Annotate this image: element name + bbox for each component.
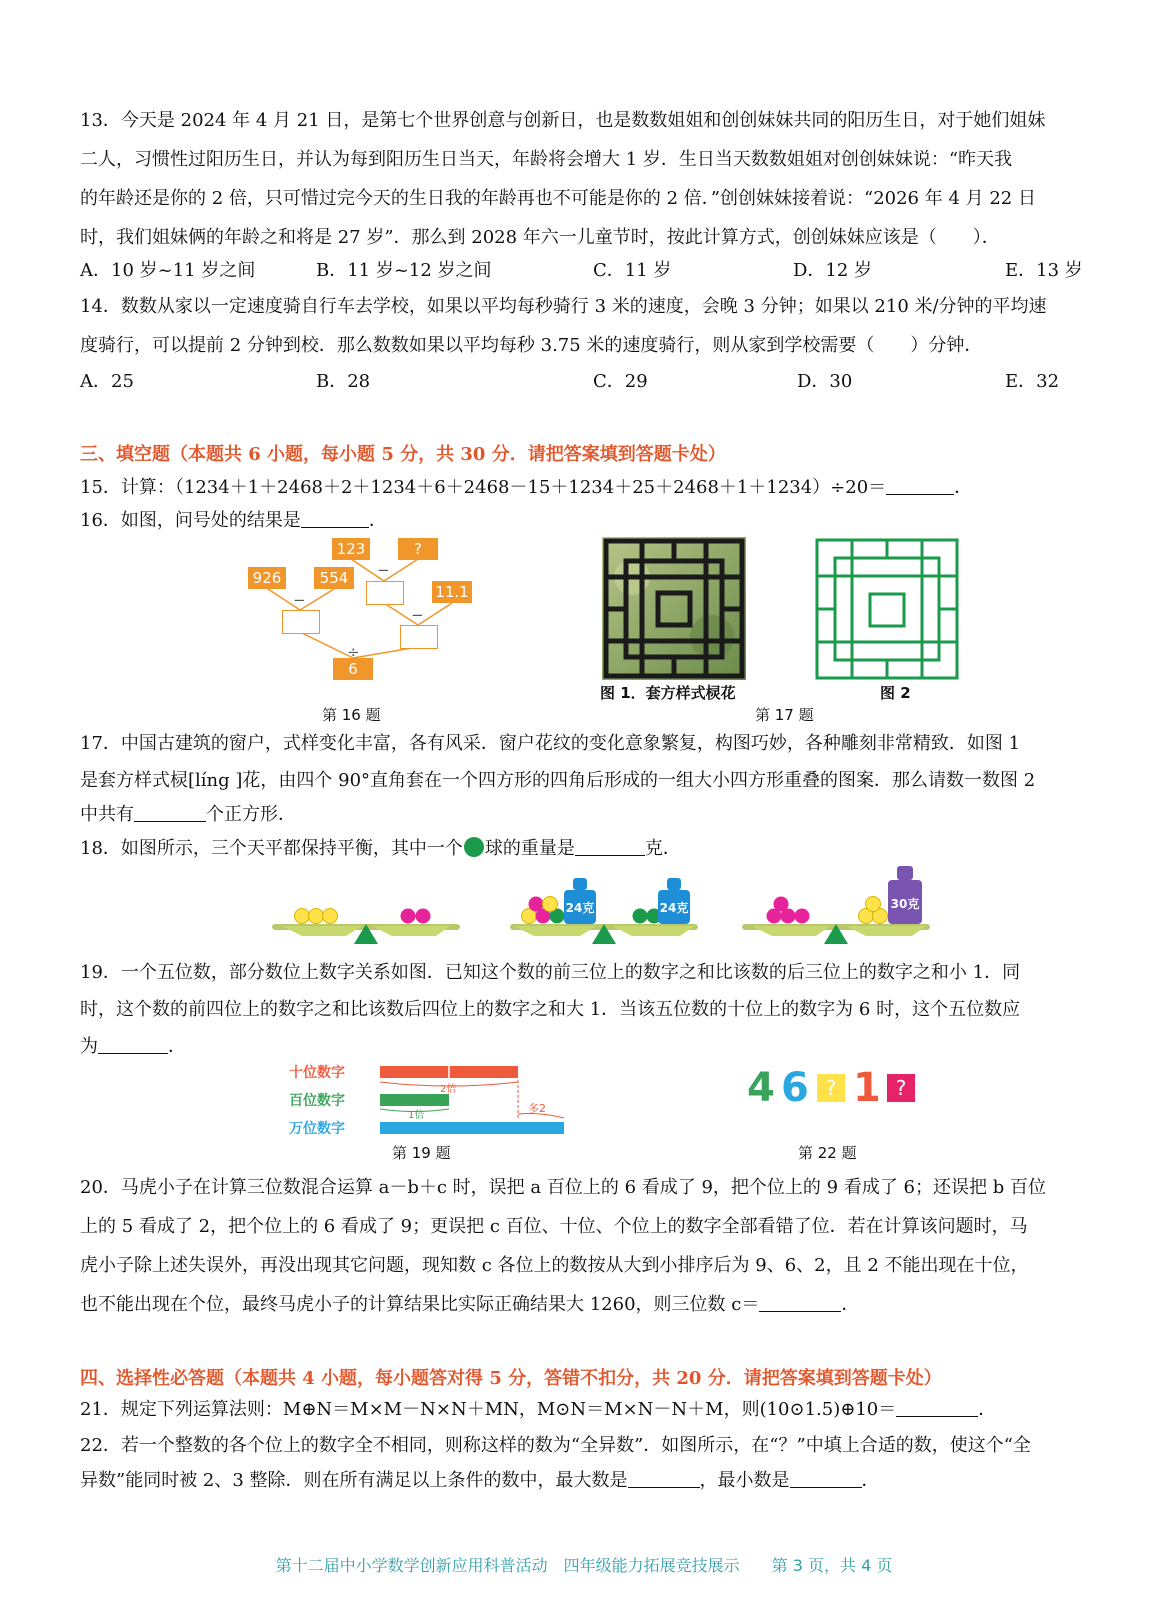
q17-line-1: 17．中国古建筑的窗户，式样变化丰富，各有风采．窗户花纹的变化意象繁复，构图巧妙，各种雕刻非常精致．如图 1 bbox=[80, 733, 1021, 754]
box-question: ? bbox=[398, 538, 438, 560]
q22-line-1: 22．若一个整数的各个位上的数字全不相同，则称这样的数为“全异数”．如图所示，在“？”中填上合适的数，使这个“全 bbox=[80, 1435, 1031, 1456]
q17-text-b: 个正方形． bbox=[206, 804, 296, 825]
q13-option-a: A．10 岁~11 岁之间 bbox=[80, 260, 256, 281]
q22-line-2 bbox=[80, 1469, 1128, 1493]
q14-option-a: A．25 bbox=[80, 371, 134, 392]
q13-line-4: 时，我们姐妹俩的年龄之和将是 27 岁”．那么到 2028 年六一儿童节时，按此计算方式，创创妹妹应该是（ ）． bbox=[80, 227, 1000, 248]
page-footer: 第十二届中小学数学创新应用科普活动 四年级能力拓展竞技展示 第 3 页，共 4 页 bbox=[275, 1556, 893, 1575]
q17-line-2: 是套方样式棂[líng ]花，由四个 90°直角套在一个四方形的四角后形成的一组大小四方形重叠的图案．那么请数一数图 2 bbox=[80, 770, 1036, 791]
q13-line-1: 13．今天是 2024 年 4 月 21 日，是第七个世界创意与创新日，也是数数姐姐和创创妹妹共同的阳历生日，对于她们姐妹 bbox=[80, 110, 1046, 131]
weight-label-1: 24克 bbox=[565, 901, 595, 915]
box-926: 926 bbox=[248, 567, 286, 589]
q22-min-blank bbox=[790, 1469, 862, 1488]
q18-text-a: 18．如图所示，三个天平都保持平衡，其中一个 bbox=[80, 838, 463, 859]
fig17-caption-1: 图 1．套方样式棂花 bbox=[600, 684, 736, 702]
q20-answer-blank bbox=[759, 1293, 841, 1312]
op-divide: ÷ bbox=[347, 643, 360, 661]
fig22-caption: 第 22 题 bbox=[798, 1144, 857, 1162]
bar-hundreds bbox=[380, 1094, 449, 1106]
q15: 15．计算：（1234＋1＋2468＋2＋1234＋6＋2468－15＋1234＋25＋2468＋1＋1234）÷20＝ ． bbox=[80, 477, 973, 498]
box-6: 6 bbox=[333, 658, 373, 680]
box-554: 554 bbox=[314, 567, 354, 589]
question-box-1: ? bbox=[817, 1074, 845, 1102]
q18-unit: 克． bbox=[644, 838, 681, 859]
label-hundreds: 百位数字 bbox=[289, 1093, 345, 1109]
digit-6: 6 bbox=[781, 1065, 809, 1111]
q22-text-b: ，最小数是 bbox=[699, 1470, 790, 1491]
question-box-2: ? bbox=[887, 1074, 915, 1102]
q21-text: 21．规定下列运算法则：M⊕N＝M×M－N×N＋MN，M⊙N＝M×N－N＋M，则(10⊙1.5)⊕10＝ bbox=[80, 1399, 897, 1420]
q13-option-c: C．11 岁 bbox=[593, 260, 672, 281]
q17-text-a: 中共有 bbox=[80, 804, 134, 825]
q13-option-e: E．13 岁 bbox=[1005, 260, 1083, 281]
weight-label-3: 30克 bbox=[890, 897, 920, 911]
q20-line-4: 也不能出现在个位，最终马虎小子的计算结果比实际正确结果大 1260，则三位数 c＝ ． bbox=[80, 1294, 860, 1315]
digit-4: 4 bbox=[747, 1065, 775, 1111]
section-4-heading: 四、选择性必答题（本题共 4 小题，每小题答对得 5 分，答错不扣分，共 20 分．请把答案填到答题卡处） bbox=[80, 1368, 942, 1389]
bar-ten-thousands bbox=[380, 1122, 564, 1134]
q13-option-b: B．11 岁~12 岁之间 bbox=[316, 260, 492, 281]
q14-option-c: C．29 bbox=[593, 371, 648, 392]
q19-line-3: 为 ． bbox=[80, 1036, 186, 1057]
q16-text: 16．如图，问号处的结果是 bbox=[80, 510, 301, 531]
op-minus-3: − bbox=[411, 606, 424, 624]
fig19-caption: 第 19 题 bbox=[392, 1144, 451, 1162]
q14-option-b: B．28 bbox=[316, 371, 371, 392]
q15-text: 15．计算：（1234＋1＋2468＋2＋1234＋6＋2468－15＋1234＋25＋2468＋1＋1234）÷20＝ bbox=[80, 477, 887, 498]
q14-line-2: 度骑行，可以提前 2 分钟到校．那么数数如果以平均每秒 3.75 米的速度骑行，则从家到学校需要（ ）分钟． bbox=[80, 335, 983, 356]
annotation-plus2: 多2 bbox=[528, 1102, 546, 1115]
q14-line-1: 14．数数从家以一定速度骑自行车去学校，如果以平均每秒骑行 3 米的速度，会晚 3 分钟；如果以 210 米/分钟的平均速 bbox=[80, 296, 1047, 317]
q22-max-blank bbox=[628, 1469, 700, 1488]
q21: 21．规定下列运算法则：M⊕N＝M×M－N×N＋MN，M⊙N＝M×N－N＋M，则(10⊙1.5)⊕10＝ ． bbox=[80, 1399, 997, 1420]
q20-line-3: 虎小子除上述失误外，再没出现其它问题，现知数 c 各位上的数按从大到小排序后为 9、6、2，且 2 不能出现在十位， bbox=[80, 1255, 1029, 1276]
q19-text: 为 bbox=[80, 1036, 98, 1057]
digit-1: 1 bbox=[853, 1065, 881, 1111]
q20-text: 也不能出现在个位，最终马虎小子的计算结果比实际正确结果大 1260，则三位数 c＝ bbox=[80, 1294, 760, 1315]
q22-text-c: ． bbox=[861, 1470, 880, 1491]
q20-line-1: 20．马虎小子在计算三位数混合运算 a－b＋c 时，误把 a 百位上的 6 看成了 9，把个位上的 9 看成了 6；还误把 b 百位 bbox=[80, 1177, 1046, 1198]
q22-text-a: 异数”能同时被 2、3 整除．则在所有满足以上条件的数中，最大数是 bbox=[80, 1470, 628, 1491]
label-ten-thousands: 万位数字 bbox=[289, 1121, 345, 1137]
label-tens: 十位数字 bbox=[289, 1065, 345, 1081]
q19-line-1: 19．一个五位数，部分数位上数字关系如图．已知这个数的前三位上的数字之和比该数的后三位上的数字之和小 1．同 bbox=[80, 962, 1021, 983]
q14-option-e: E．32 bbox=[1005, 371, 1060, 392]
weight-label-2: 24克 bbox=[659, 901, 689, 915]
section-3-heading: 三、填空题（本题共 6 小题，每小题 5 分，共 30 分．请把答案填到答题卡处） bbox=[80, 444, 726, 465]
box-123: 123 bbox=[332, 538, 370, 560]
q13-line-3: 的年龄还是你的 2 倍，只可惜过完今天的生日我的年龄再也不可能是你的 2 倍．”创创妹妹接着说：“2026 年 4 月 22 日 bbox=[80, 188, 1036, 209]
op-minus-2: − bbox=[377, 561, 390, 579]
q18-text-b: 球的重量是 bbox=[484, 838, 575, 859]
q19-line-2: 时，这个数的前四位上的数字之和比该数后四位上的数字之和大 1．当该五位数的十位上的数字为 6 时，这个五位数应 bbox=[80, 999, 1021, 1020]
q20-line-2: 上的 5 看成了 2，把个位上的 6 看成了 9；更误把 c 百位、十位、个位上的数字全部看错了位．若在计算该问题时，马 bbox=[80, 1216, 1028, 1237]
q21-answer-blank bbox=[896, 1398, 978, 1417]
q16: 16．如图，问号处的结果是 ． bbox=[80, 510, 387, 531]
fig16-caption: 第 16 题 bbox=[322, 706, 381, 724]
box-11-1: 11.1 bbox=[432, 581, 472, 603]
fig17-caption: 第 17 题 bbox=[755, 706, 814, 724]
op-minus-1: − bbox=[293, 591, 306, 609]
annotation-2x: 2倍 bbox=[440, 1084, 457, 1095]
fig17-caption-2: 图 2 bbox=[880, 684, 911, 702]
q13-option-d: D．12 岁 bbox=[793, 260, 873, 281]
q13-line-2: 二人，习惯性过阳历生日，并认为每到阳历生日当天，年龄将会增大 1 岁．生日当天数数姐姐对创创妹妹说：“昨天我 bbox=[80, 149, 1013, 170]
q14-option-d: D．30 bbox=[797, 371, 853, 392]
annotation-1x: 1倍 bbox=[408, 1110, 425, 1121]
